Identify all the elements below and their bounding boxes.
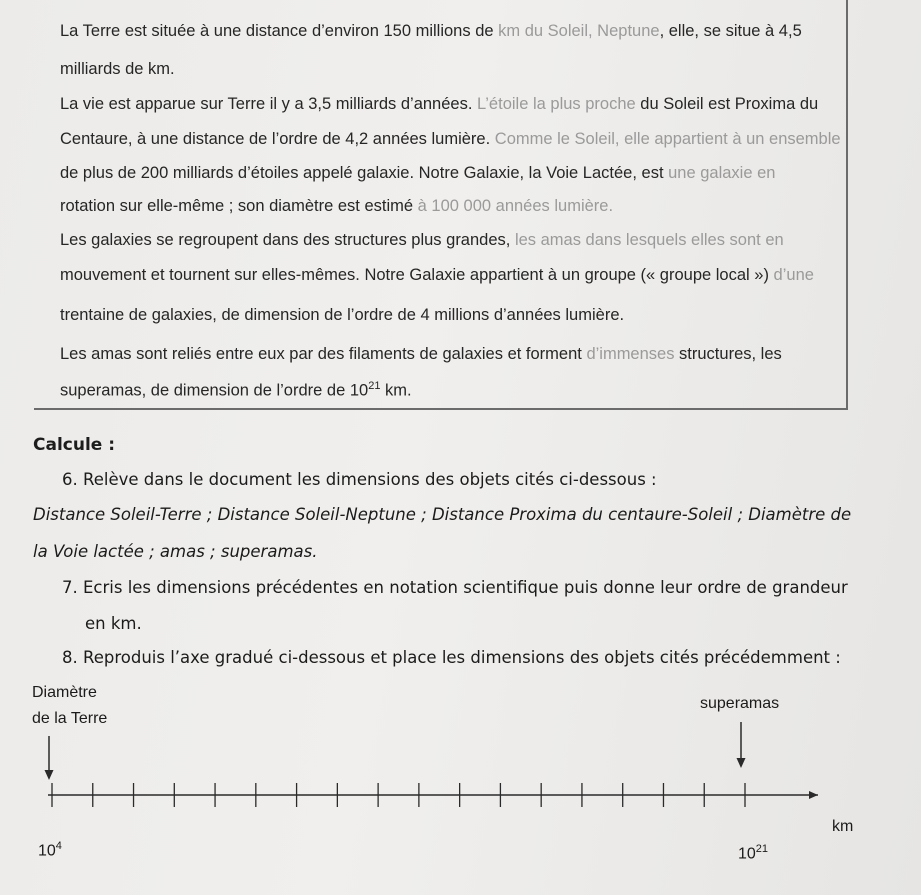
axis-tick-label-start: $10^4$ (38, 840, 62, 860)
doc-line-10: Les amas sont reliés entre eux par des filaments de galaxies et forment d’immenses structures, les (60, 345, 782, 363)
doc-line-2: milliards de km. (60, 60, 175, 78)
axis-line-group (45, 722, 819, 807)
doc-line-7: Les galaxies se regroupent dans des structures plus grandes, les amas dans lesquels elles sont en (60, 231, 784, 249)
doc-line-11: superamas, de dimension de l’ordre de $10^{21}$ km. (60, 380, 412, 400)
axis-label-diametre-terre-line-1: Diamètre (32, 684, 97, 701)
axis-unit-km: km (832, 818, 854, 835)
section-heading: Calcule : (33, 435, 116, 455)
axis-label-diametre-terre-line-2: de la Terre (32, 710, 108, 727)
question-8: 8. Reproduis l’axe gradué ci-dessous et place les dimensions des objets cités précédemment : (62, 648, 841, 667)
doc-line-9: trentaine de galaxies, de dimension de l’ordre de 4 millions d’années lumière. (60, 306, 625, 324)
question-6-list-line-2: la Voie lactée ; amas ; superamas. (33, 542, 318, 561)
question-7-line-2: en km. (85, 614, 142, 633)
doc-line-5: de plus de 200 milliards d’étoiles appelé galaxie. Notre Galaxie, la Voie Lactée, est une galaxie en (60, 164, 776, 182)
question-6-list-line-1: Distance Soleil-Terre ; Distance Soleil-Neptune ; Distance Proxima du centaure-Soleil ; Diamètre de (33, 505, 852, 524)
doc-line-4: Centaure, à une distance de l’ordre de 4,2 années lumière. Comme le Soleil, elle appartient à un ensemble (60, 130, 841, 148)
question-6: 6. Relève dans le document les dimensions des objets cités ci-dessous : (62, 470, 657, 489)
axis-tick-label-end: $10^{21}$ (738, 843, 769, 863)
arrow-diametre-terre-head (45, 770, 54, 780)
doc-line-6: rotation sur elle-même ; son diamètre est estimé à 100 000 années lumière. (60, 197, 614, 215)
axis-arrowhead (809, 791, 818, 799)
arrow-superamas-head (737, 758, 746, 768)
doc-line-1: La Terre est située à une distance d’environ 150 millions de km du Soleil, Neptune, elle, se situe à 4,5 (60, 22, 802, 40)
doc-line-3: La vie est apparue sur Terre il y a 3,5 milliards d’années. L’étoile la plus proche du Soleil est Proxima du (60, 95, 819, 113)
doc-line-8: mouvement et tournent sur elles-mêmes. Notre Galaxie appartient à un groupe (« groupe local ») d’une (60, 266, 814, 284)
question-7-line-1: 7. Ecris les dimensions précédentes en notation scientifique puis donne leur ordre de grandeur (62, 578, 848, 597)
axis-label-superamas: superamas (700, 695, 780, 712)
